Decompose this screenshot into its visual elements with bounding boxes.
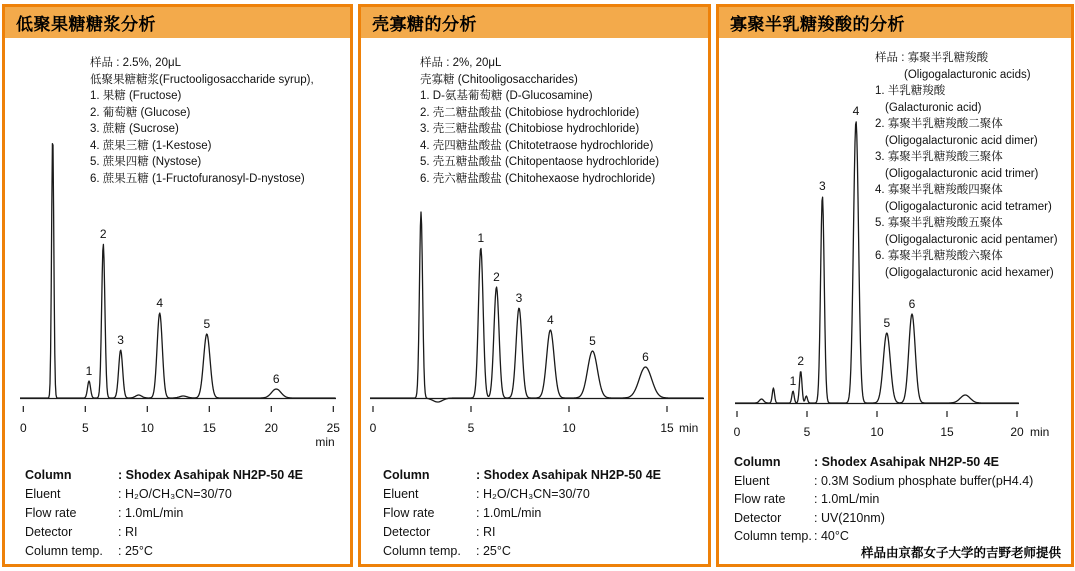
condition-label: Detector [383, 525, 431, 539]
sample-line: 5. 壳五糖盐酸盐 (Chitopentaose hydrochloride) [420, 156, 660, 168]
analysis-conditions-table [25, 466, 303, 561]
peak-label-3: 3 [819, 179, 826, 193]
condition-value: : RI [476, 525, 496, 539]
condition-label: Column [383, 468, 430, 482]
sample-line: 5. 寡聚半乳糖羧酸五聚体 [875, 217, 1003, 229]
panel-title: 寡聚半乳糖羧酸的分析 [730, 15, 905, 34]
peak-label-4: 4 [547, 313, 554, 327]
sample-line: (Oligogalacturonic acid trimer) [885, 167, 1039, 180]
panel-oligogalacturonic-acids-analysis [716, 4, 1074, 567]
sample-line: 1. D-氨基葡萄糖 (D-Glucosamine) [420, 90, 593, 102]
panel-title: 低聚果糖糖浆分析 [16, 15, 156, 34]
peak-label-4: 4 [852, 104, 860, 118]
peak-label-1: 1 [85, 364, 93, 378]
sample-line: 1. 半乳糖羧酸 [875, 85, 946, 97]
condition-value: : 1.0mL/min [476, 506, 542, 520]
condition-row [383, 466, 661, 485]
panel-header [5, 7, 350, 38]
sample-line: 2. 寡聚半乳糖羧酸二聚体 [875, 118, 1003, 130]
condition-label: Flow rate [734, 492, 786, 506]
sample-line: (Oligogalacturonic acid dimer) [885, 134, 1038, 147]
sample-line: (Oligogalacturonic acids) [904, 68, 1031, 81]
x-axis-tick-label: 10 [870, 425, 884, 439]
condition-value: : 1.0mL/min [814, 492, 880, 506]
peak-label-6: 6 [908, 297, 916, 311]
sample-description-list [90, 55, 314, 187]
sample-line: 6. 寡聚半乳糖羧酸六聚体 [875, 250, 1003, 262]
chromatogram-trace [370, 212, 704, 402]
x-axis-tick-label: 0 [369, 421, 377, 435]
condition-label: Column temp. [25, 544, 103, 558]
peak-label-2: 2 [99, 227, 107, 241]
x-axis-tick-label: 20 [1010, 425, 1024, 439]
condition-value: : UV(210nm) [814, 510, 885, 525]
x-axis-tick-label: 20 [264, 421, 278, 435]
condition-label: Column [25, 468, 72, 482]
condition-label: Detector [25, 525, 73, 539]
x-axis-tick-label: 15 [202, 421, 216, 435]
panel-title: 壳寡糖的分析 [372, 15, 477, 34]
panel-chitooligosaccharides-analysis [358, 4, 711, 567]
sample-line: 2. 葡萄糖 (Glucose) [90, 106, 191, 119]
condition-label: Detector [734, 510, 782, 525]
x-axis-tick-label: 0 [19, 421, 27, 435]
sample-line: 3. 寡聚半乳糖羧酸三聚体 [875, 151, 1003, 163]
condition-value: : RI [118, 525, 138, 539]
condition-label: Flow rate [383, 506, 435, 520]
condition-row [734, 509, 1033, 528]
condition-row [734, 490, 1033, 509]
sample-line: 4. 寡聚半乳糖羧酸四聚体 [875, 184, 1003, 196]
peak-label-5: 5 [883, 316, 891, 330]
condition-row [25, 542, 303, 561]
sample-line: 4. 壳四糖盐酸盐 (Chitotetraose hydrochloride) [420, 139, 654, 152]
sample-line: 样品 : 2%, 20μL [420, 57, 502, 69]
peak-label-2: 2 [493, 270, 500, 284]
x-axis-tick-label: 0 [733, 425, 741, 439]
condition-value: : 25°C [118, 544, 153, 558]
condition-value: : H₂O/CH₃CN=30/70 [476, 487, 590, 501]
peak-label-1: 1 [477, 231, 485, 245]
panel-fructooligosaccharide-syrup-analysis [2, 4, 353, 567]
condition-row [734, 472, 1033, 491]
condition-row [383, 542, 661, 561]
sample-line: 6. 壳六糖盐酸盐 (Chitohexaose hydrochloride) [420, 172, 656, 185]
sample-line: 2. 壳二糖盐酸盐 (Chitobiose hydrochloride) [420, 106, 640, 119]
condition-label: Column [734, 455, 781, 469]
analysis-conditions-table [734, 453, 1033, 546]
condition-row [25, 466, 303, 485]
x-axis-tick-label: 5 [803, 425, 811, 439]
condition-row [734, 453, 1033, 472]
x-axis-tick-label: 5 [81, 421, 89, 435]
sample-line: 1. 果糖 (Fructose) [90, 90, 182, 102]
condition-value: : 40°C [814, 529, 849, 543]
condition-row [383, 504, 661, 523]
sample-line: 样品 : 寡聚半乳糖羧酸 [875, 52, 989, 64]
sample-line: 6. 蔗果五糖 (1-Fructofuranosyl-D-nystose) [90, 172, 305, 185]
x-axis-tick-label: 25 [326, 421, 340, 435]
condition-value: : 0.3M Sodium phosphate buffer(pH4.4) [814, 473, 1034, 488]
peak-label-2: 2 [797, 354, 805, 368]
sample-line: 壳寡糖 (Chitooligosaccharides) [420, 73, 578, 86]
analysis-conditions-table [383, 466, 661, 561]
condition-row [383, 485, 661, 504]
condition-value: : 1.0mL/min [118, 506, 184, 520]
condition-label: Eluent [734, 473, 770, 488]
condition-label: Flow rate [25, 506, 77, 520]
condition-row [25, 504, 303, 523]
condition-value: : H₂O/CH₃CN=30/70 [118, 487, 232, 501]
x-axis-unit-label: min [315, 435, 335, 449]
sample-line: 低聚果糖糖浆(Fructooligosaccharide syrup), [90, 73, 314, 86]
condition-label: Column temp. [734, 529, 812, 543]
sample-line: 4. 蔗果三糖 (1-Kestose) [90, 139, 212, 152]
condition-row [25, 485, 303, 504]
peak-label-4: 4 [156, 296, 164, 310]
x-axis-tick-label: 10 [562, 421, 576, 435]
sample-line: (Oligogalacturonic acid pentamer) [885, 233, 1058, 246]
condition-row [25, 523, 303, 542]
peak-label-5: 5 [589, 334, 596, 348]
condition-value: : Shodex Asahipak NH2P-50 4E [118, 468, 304, 482]
x-axis-tick-label: 15 [940, 425, 954, 439]
condition-label: Eluent [383, 487, 419, 501]
peak-label-5: 5 [203, 317, 211, 331]
sample-line: 3. 壳三糖盐酸盐 (Chitobiose hydrochloride) [420, 123, 640, 135]
sample-description-list [875, 50, 1058, 281]
peak-label-1: 1 [789, 374, 797, 388]
condition-label: Column temp. [383, 544, 461, 558]
sample-line: (Oligogalacturonic acid tetramer) [885, 200, 1052, 213]
x-axis-tick-label: 15 [660, 421, 674, 435]
condition-value: : Shodex Asahipak NH2P-50 4E [814, 455, 1000, 469]
panel-header [361, 7, 708, 38]
peak-label-3: 3 [515, 291, 523, 305]
sample-line: 5. 蔗果四糖 (Nystose) [90, 156, 202, 168]
sample-description-list [420, 55, 659, 187]
peak-label-6: 6 [642, 350, 649, 364]
x-axis-tick-label: 5 [467, 421, 475, 435]
sample-line: (Oligogalacturonic acid hexamer) [885, 266, 1054, 279]
panel-header [719, 7, 1071, 38]
peak-label-3: 3 [117, 333, 124, 347]
x-axis-unit-label: min [1030, 425, 1050, 439]
peak-label-6: 6 [272, 372, 280, 386]
sample-line: (Galacturonic acid) [885, 101, 982, 114]
x-axis-tick-label: 10 [140, 421, 154, 435]
sample-line: 3. 蔗糖 (Sucrose) [90, 123, 179, 135]
condition-row [383, 523, 661, 542]
x-axis-unit-label: min [679, 421, 699, 435]
condition-value: : 25°C [476, 544, 511, 558]
condition-value: : Shodex Asahipak NH2P-50 4E [476, 468, 662, 482]
sample-line: 样品 : 2.5%, 20μL [90, 57, 182, 69]
sample-credit-note: 样品由京都女子大学的吉野老师提供 [860, 546, 1061, 560]
condition-label: Eluent [25, 487, 61, 501]
